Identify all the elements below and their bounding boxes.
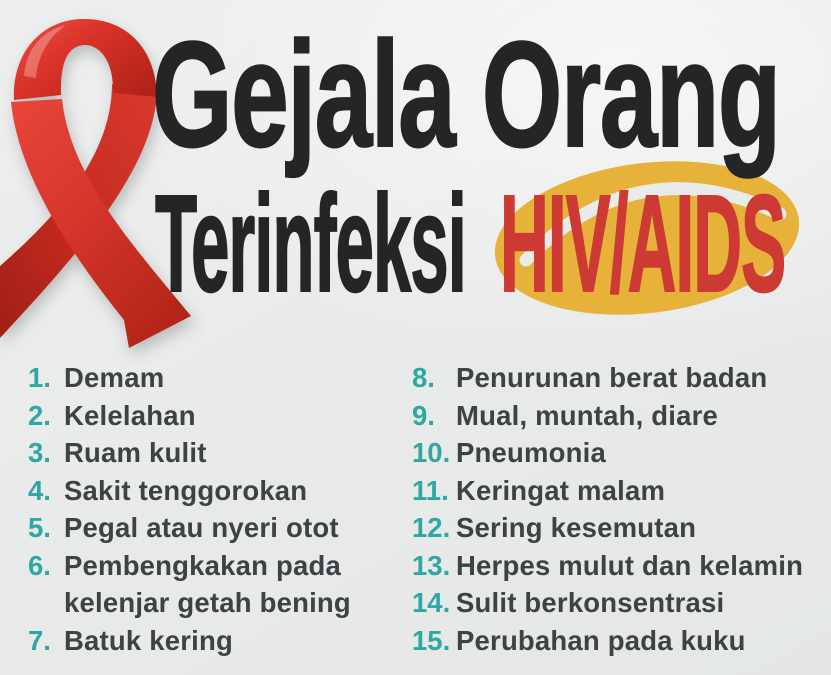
symptom-number: 5. xyxy=(28,512,51,543)
symptom-number: 7. xyxy=(28,624,51,656)
symptom-number: 6. xyxy=(28,549,51,581)
symptom-item xyxy=(412,547,831,585)
symptom-number: 14. xyxy=(412,587,451,618)
symptom-text: Mual, muntah, diare xyxy=(456,399,719,431)
symptom-text: Sakit tenggorokan xyxy=(64,474,308,506)
symptom-text: Sering kesemutan xyxy=(456,512,697,543)
symptom-text: Pegal atau nyeri otot xyxy=(64,512,339,543)
symptom-number: 3. xyxy=(28,437,51,468)
symptom-text: Perubahan pada kuku xyxy=(456,624,746,656)
symptom-text: Demam xyxy=(64,362,165,393)
symptom-item xyxy=(412,359,831,397)
symptom-item xyxy=(28,547,373,622)
symptom-number: 13. xyxy=(412,549,451,581)
symptom-number: 4. xyxy=(28,474,51,506)
symptom-item xyxy=(412,472,831,510)
symptom-text: Ruam kulit xyxy=(64,437,207,468)
symptom-text: Penurunan berat badan xyxy=(456,362,768,393)
symptom-item xyxy=(28,434,373,472)
symptom-text: Pneumonia xyxy=(456,437,607,468)
symptom-number: 12. xyxy=(412,512,451,543)
symptom-list-left xyxy=(28,359,373,659)
symptom-item xyxy=(412,397,831,435)
symptom-item xyxy=(412,622,831,660)
symptom-item xyxy=(28,359,373,397)
poster-title-line2: Terinfeksi xyxy=(155,167,466,321)
symptom-text: Keringat malam xyxy=(456,474,666,506)
symptom-text: Kelelahan xyxy=(64,399,196,431)
symptom-item xyxy=(28,622,373,660)
symptom-item xyxy=(28,509,373,547)
symptom-number: 10. xyxy=(412,437,451,468)
symptom-item xyxy=(28,472,373,510)
symptom-item xyxy=(412,509,831,547)
symptom-text: Batuk kering xyxy=(64,624,233,656)
poster-title-highlight: HIV/AIDS xyxy=(500,167,786,321)
symptom-number: 1. xyxy=(28,362,51,393)
symptom-number: 11. xyxy=(412,474,449,506)
symptom-number: 15. xyxy=(412,624,451,656)
symptom-item xyxy=(412,434,831,472)
symptom-item xyxy=(28,397,373,435)
symptom-number: 9. xyxy=(412,399,435,431)
symptom-text: Sulit berkonsentrasi xyxy=(456,587,725,618)
symptom-number: 8. xyxy=(412,362,435,393)
symptom-item xyxy=(412,584,831,622)
symptom-text: Pembengkakan pada kelenjar getah bening xyxy=(64,549,351,618)
poster-title-line1: Gejala Orang xyxy=(152,10,780,178)
symptom-number: 2. xyxy=(28,399,51,431)
symptom-list-right xyxy=(412,359,831,659)
symptom-text: Herpes mulut dan kelamin xyxy=(456,549,804,581)
